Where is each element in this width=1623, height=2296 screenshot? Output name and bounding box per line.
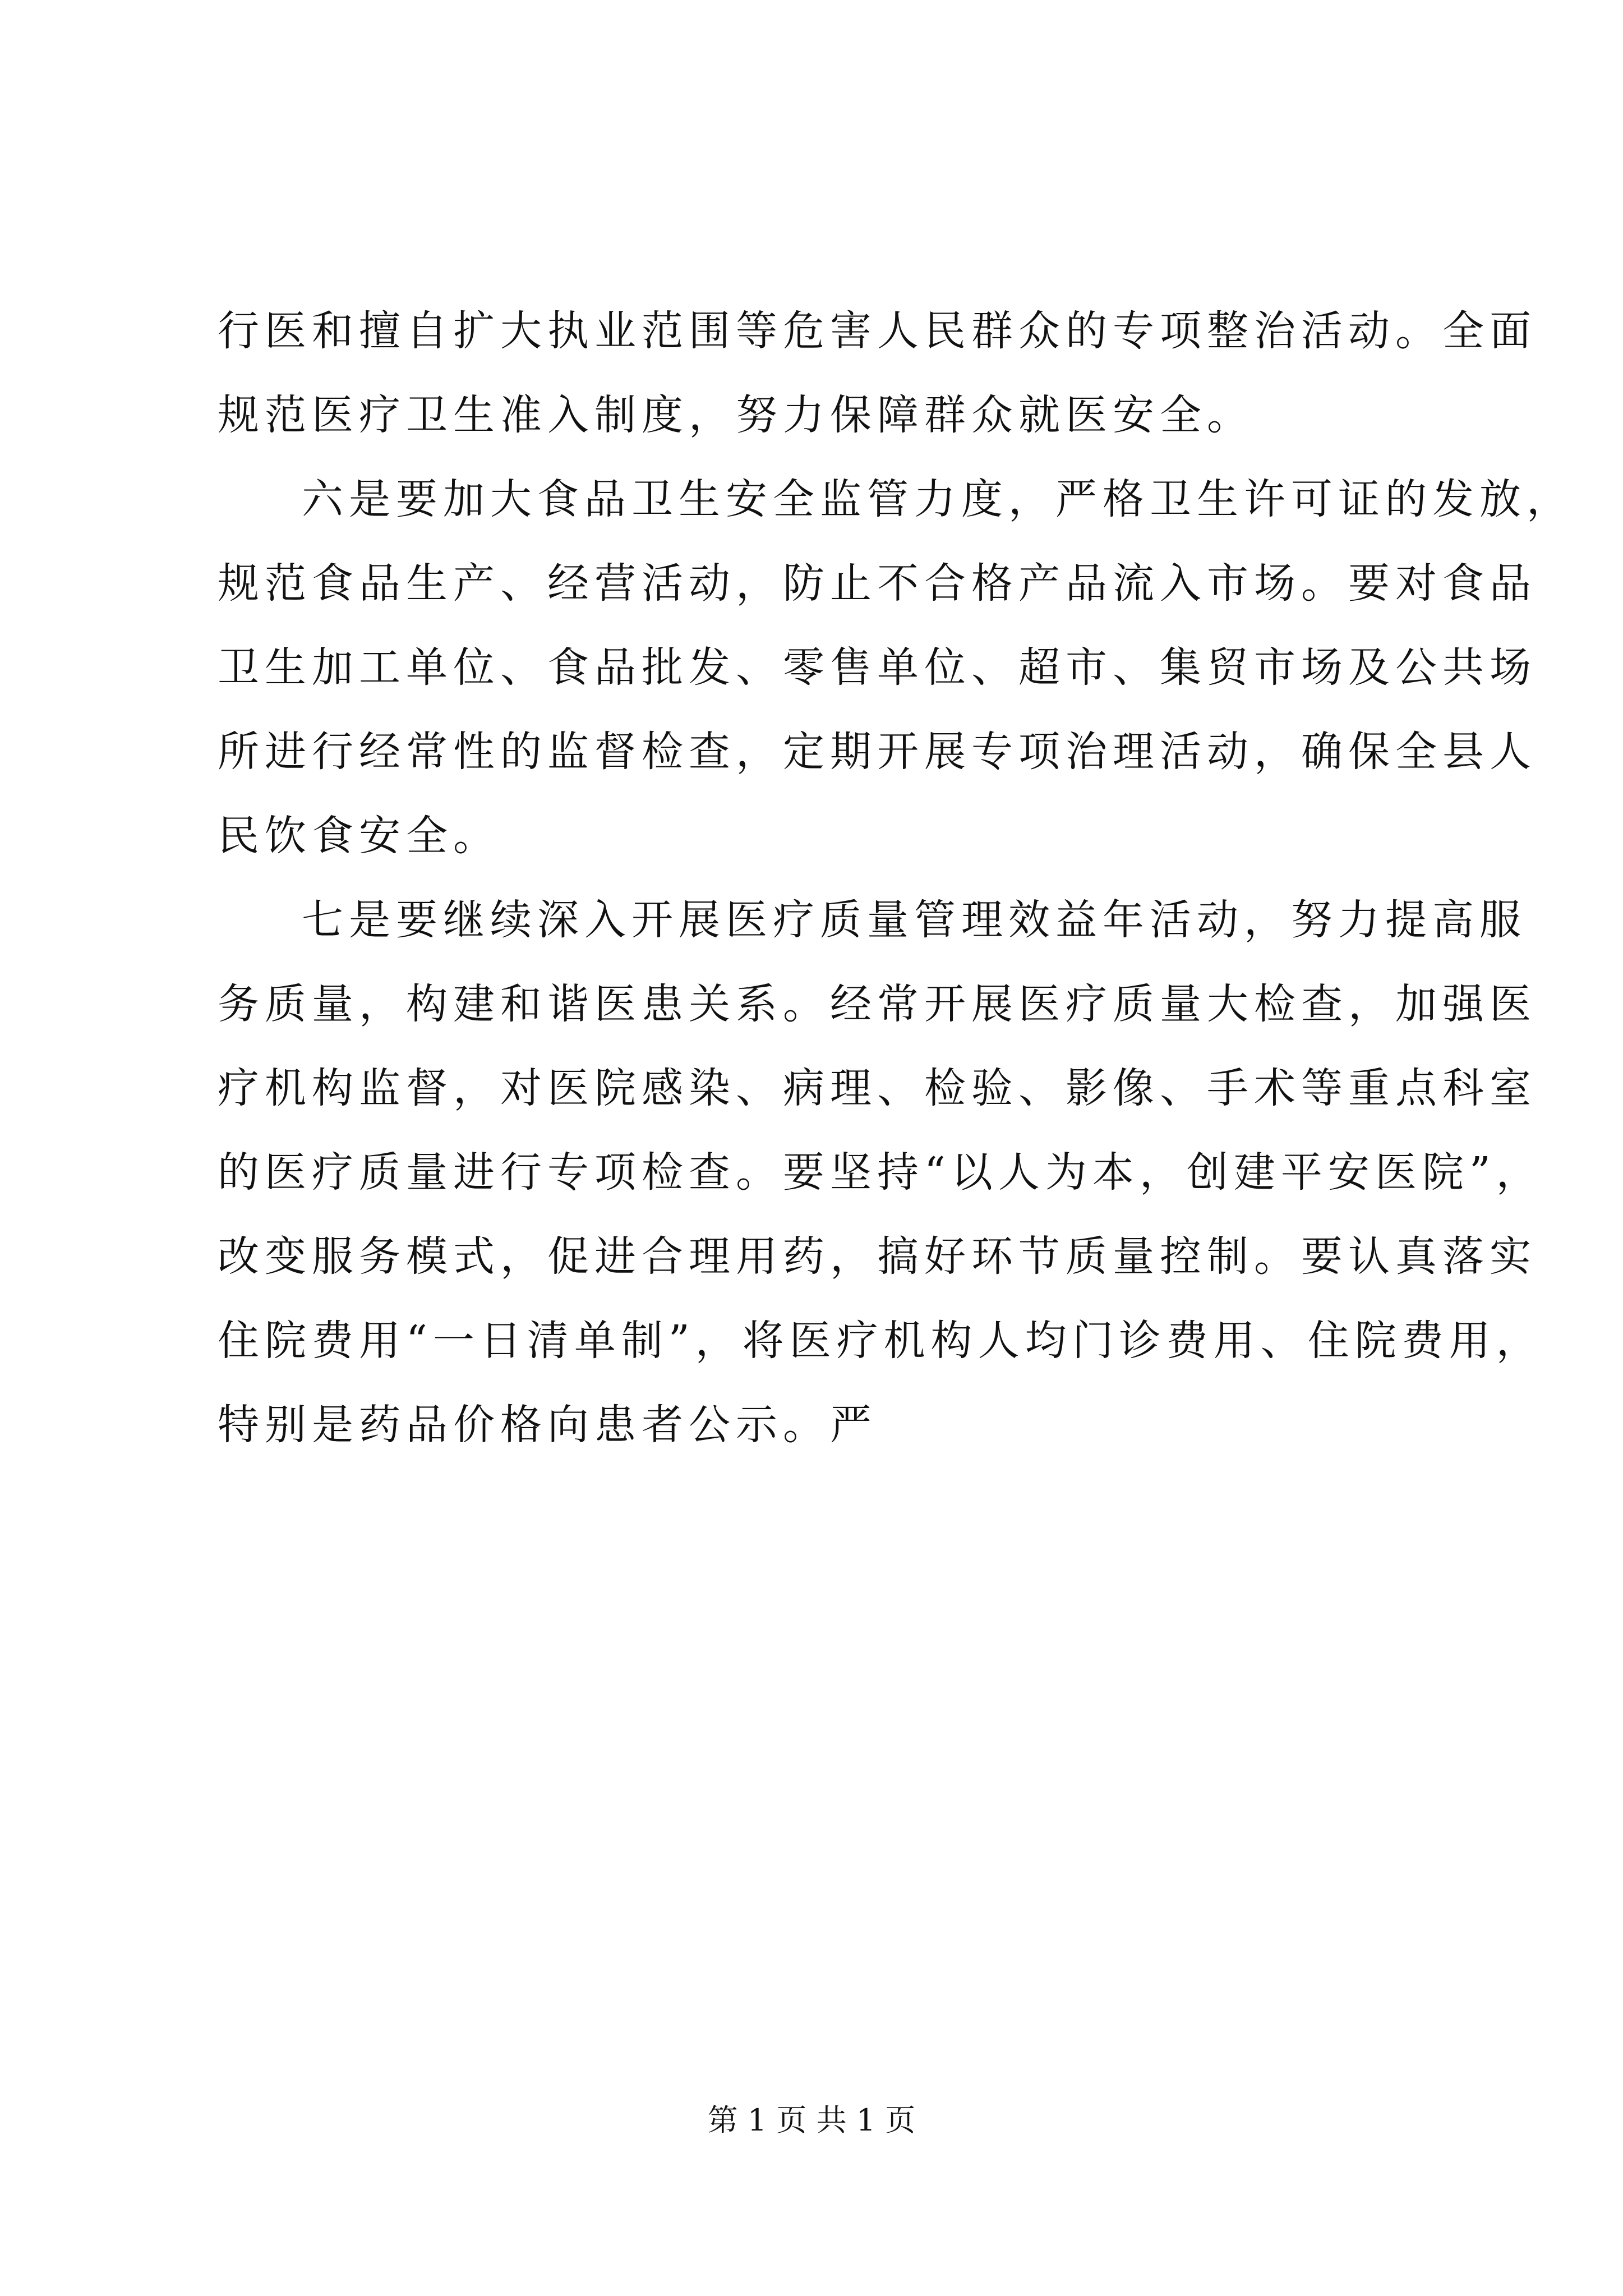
text-line: 民饮食安全。 bbox=[218, 812, 500, 860]
page-number-footer: 第 1 页 共 1 页 bbox=[707, 2102, 916, 2138]
text-line: 改变服务模式，促进合理用药，搞好环节质量控制。要认真落实 bbox=[218, 1232, 1537, 1281]
text-line: 疗机构监督，对医院感染、病理、检验、影像、手术等重点科室 bbox=[218, 1064, 1537, 1112]
text-line: 特别是药品价格向患者公示。严 bbox=[218, 1401, 877, 1449]
paragraph-7-first-line: 七是要继续深入开展医疗质量管理效益年活动，努力提高服 bbox=[302, 896, 1527, 944]
text-line: 住院费用“一日清单制”，将医疗机构人均门诊费用、住院费用， bbox=[218, 1317, 1543, 1365]
text-line: 所进行经常性的监督检查，定期开展专项治理活动，确保全县人 bbox=[218, 728, 1537, 776]
text-line: 务质量，构建和谐医患关系。经常开展医疗质量大检查，加强医 bbox=[218, 980, 1537, 1028]
text-line: 规范医疗卫生准入制度，努力保障群众就医安全。 bbox=[218, 391, 1254, 439]
text-line: 卫生加工单位、食品批发、零售单位、超市、集贸市场及公共场 bbox=[218, 643, 1537, 692]
text-line: 行医和擅自扩大执业范围等危害人民群众的专项整治活动。全面 bbox=[218, 307, 1537, 355]
paragraph-6-first-line: 六是要加大食品卫生安全监管力度，严格卫生许可证的发放， bbox=[302, 475, 1574, 523]
text-line: 规范食品生产、经营活动，防止不合格产品流入市场。要对食品 bbox=[218, 559, 1537, 608]
text-line: 的医疗质量进行专项检查。要坚持“以人为本，创建平安医院”， bbox=[218, 1148, 1543, 1197]
